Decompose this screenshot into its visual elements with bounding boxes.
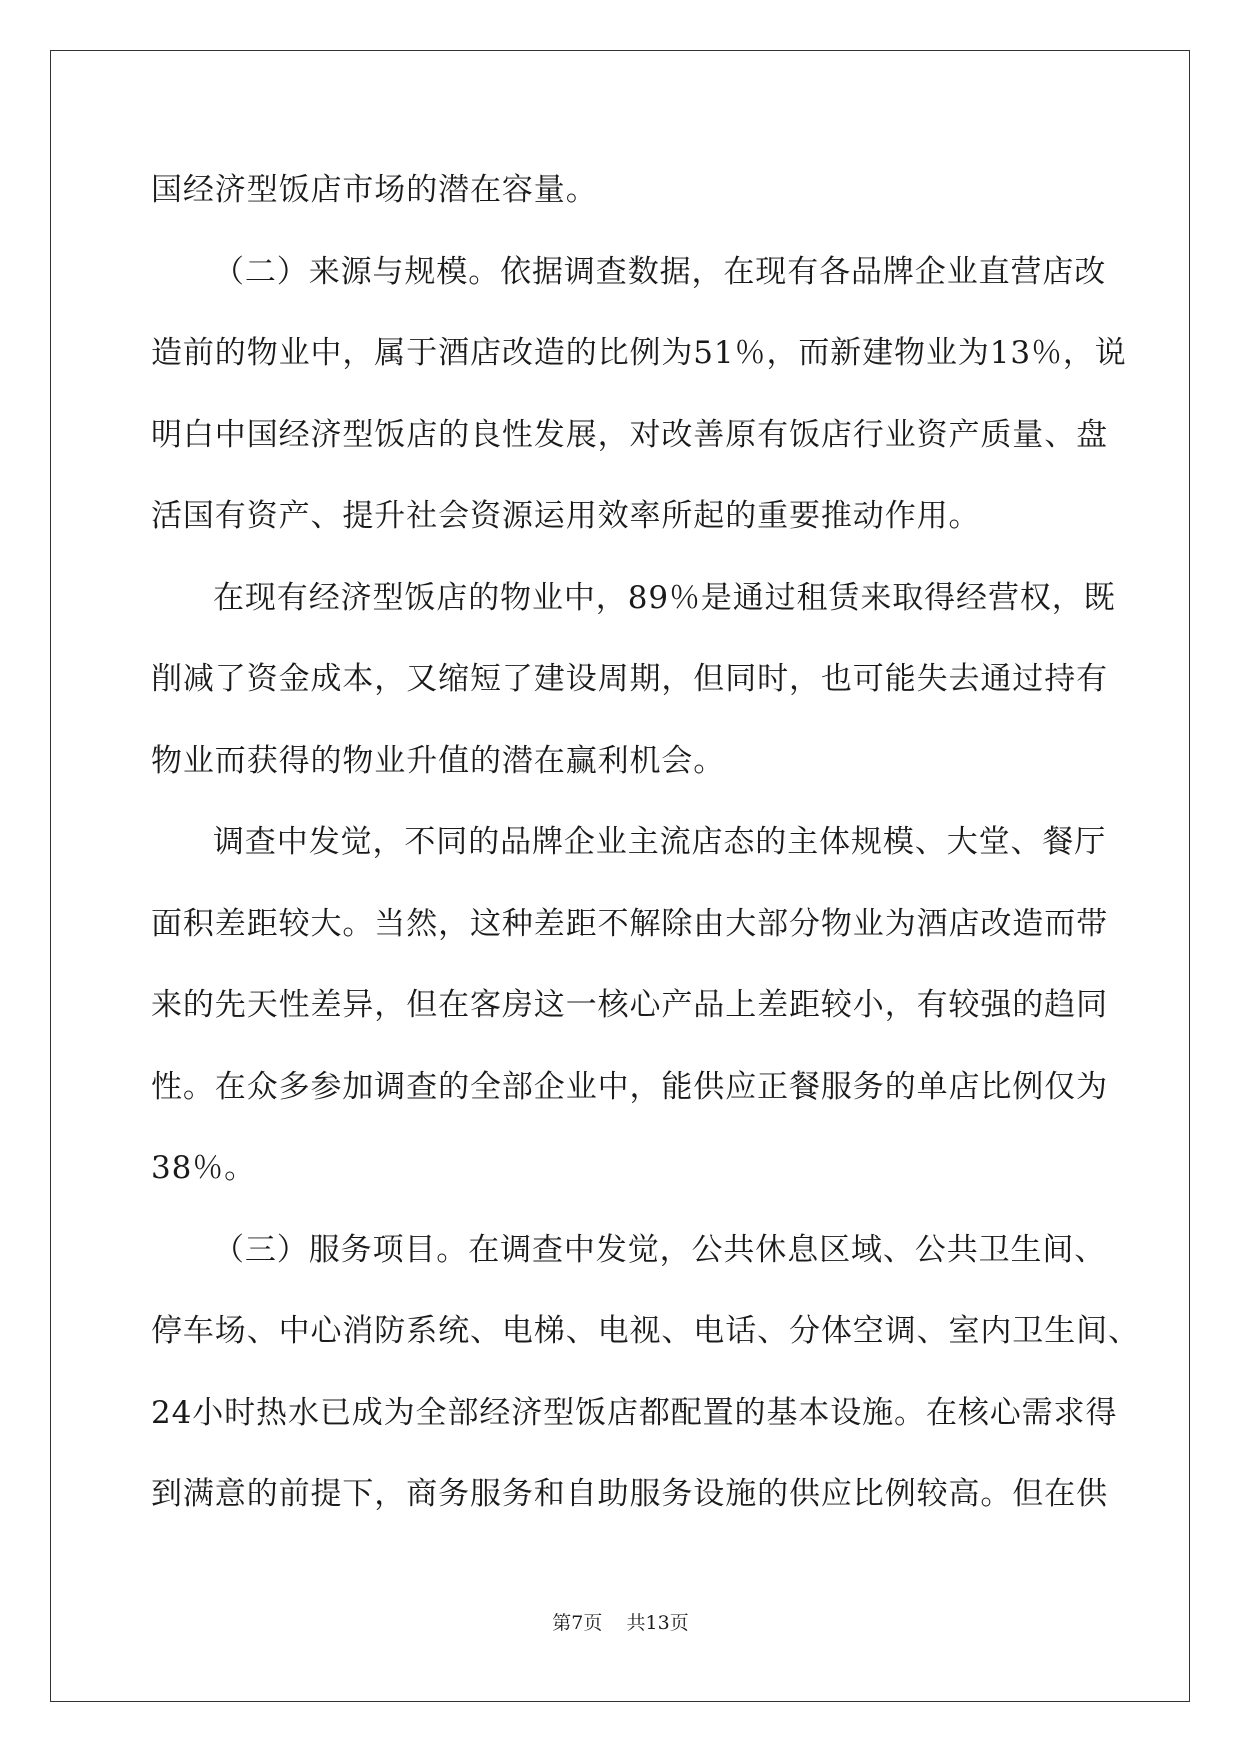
document-body bbox=[151, 158, 1140, 1544]
text-line: 物业而获得的物业升值的潜在赢利机会。 bbox=[151, 742, 726, 779]
text-line: 来的先天性差异，但在客房这一核心产品上差距较小，有较强的趋同 bbox=[151, 987, 1108, 1023]
text-line: 活国有资产、提升社会资源运用效率所起的重要推动作用。 bbox=[151, 498, 981, 534]
page-number: 第7页 bbox=[552, 1612, 603, 1634]
text-line: 24小时热水已成为全部经济型饭店都配置的基本设施。在核心需求得 bbox=[151, 1394, 1118, 1431]
text-line: 停车场、中心消防系统、电梯、电视、电话、分体空调、室内卫生间、 bbox=[151, 1313, 1140, 1349]
text-line: 38％。 bbox=[151, 1150, 257, 1186]
text-line: 国经济型饭店市场的潜在容量。 bbox=[151, 172, 598, 208]
text-line: 面积差距较大。当然，这种差距不解除由大部分物业为酒店改造而带 bbox=[151, 905, 1108, 942]
text-line: 在现有经济型饭店的物业中，89％是通过租赁来取得经营权，既 bbox=[213, 579, 1116, 616]
text-line: 性。在众多参加调查的全部企业中，能供应正餐服务的单店比例仅为 bbox=[151, 1068, 1108, 1105]
text-line: 明白中国经济型饭店的良性发展，对改善原有饭店行业资产质量、盘 bbox=[151, 416, 1108, 453]
text-line: （二）来源与规模。依据调查数据，在现有各品牌企业直营店改 bbox=[213, 253, 1107, 290]
text-line: （三）服务项目。在调查中发觉，公共休息区域、公共卫生间、 bbox=[213, 1231, 1107, 1268]
text-line: 调查中发觉，不同的品牌企业主流店态的主体规模、大堂、餐厅 bbox=[213, 824, 1107, 860]
text-line: 削减了资金成本，又缩短了建设周期，但同时，也可能失去通过持有 bbox=[151, 661, 1108, 697]
page-footer bbox=[0, 1608, 1241, 1635]
text-line: 造前的物业中，属于酒店改造的比例为51％，而新建物业为13％，说 bbox=[151, 335, 1127, 371]
text-line: 到满意的前提下，商务服务和自助服务设施的供应比例较高。但在供 bbox=[151, 1476, 1108, 1512]
page-total: 共13页 bbox=[626, 1612, 689, 1634]
